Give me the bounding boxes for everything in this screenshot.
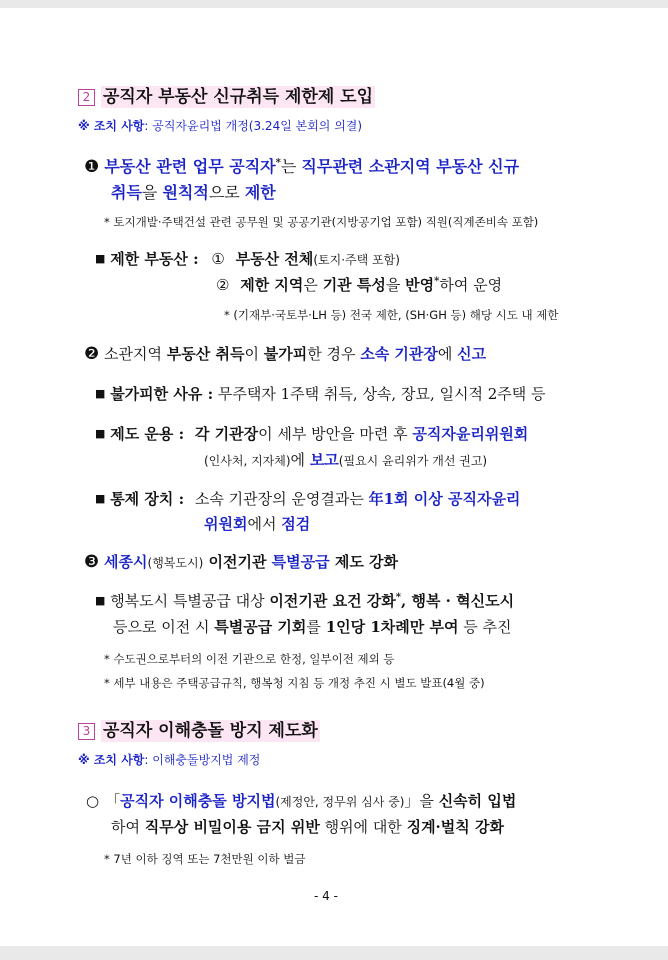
item-1-line-1: ❶ 부동산 관련 업무 공직자*는 직무관련 소관지역 부동산 신규: [84, 157, 520, 177]
footnote-2: * (기재부·국토부·LH 등) 전국 제한, (SH·GH 등) 해당 시도 내 제한: [224, 308, 559, 322]
unavoidable-reason-line: ■ 불가피한 사유 : 무주택자 1주택 취득, 상속, 장묘, 일시적 2주택 등: [95, 385, 546, 403]
control-line-1: ■ 통제 장치 : 소속 기관장의 운영결과는 年1회 이상 공직자윤리: [95, 490, 521, 508]
page-number: - 4 -: [314, 889, 338, 903]
item-1-line-2: 취득을 원칙적으로 제한: [111, 183, 276, 202]
item-2-line: ❷ 소관지역 부동산 취득이 불가피한 경우 소속 기관장에 신고: [84, 344, 487, 364]
section-3-title: 공직자 이해충돌 방지 제도화: [103, 721, 318, 741]
page-bottom-margin: [0, 946, 668, 960]
section-2-title: 공직자 부동산 신규취득 제한제 도입: [103, 87, 374, 107]
item-1-bullet: ❶: [84, 157, 100, 177]
restricted-property-line-2: ② 제한 지역은 기관 특성을 반영*하여 운영: [216, 276, 503, 294]
control-line-2: 위원회에서 점검: [204, 515, 311, 533]
section-2-number: 2: [78, 89, 95, 106]
footnote-1: * 토지개발·주택건설 관련 공무원 및 공공기관(지방공기업 포함) 직원(직계존비속 포함): [104, 215, 539, 229]
section-3-action-note: ※ 조치 사항: 이해충돌방지법 제정: [78, 753, 261, 767]
section-3-number: 3: [78, 723, 95, 740]
circle-bullet: ○: [86, 792, 100, 810]
section-2-action-note: ※ 조치 사항: 공직자윤리법 개정(3.24일 본회의 의결): [78, 119, 363, 133]
square-bullet-icon: ■: [95, 252, 106, 265]
operation-line-1: ■ 제도 운용 : 각 기관장이 세부 방안을 마련 후 공직자윤리위원회: [95, 425, 529, 443]
operation-line-2: (인사처, 지자체)에 보고(필요시 윤리위가 개선 권고): [204, 451, 488, 469]
section-3-item-line-1: ○ 「공직자 이해충돌 방지법(제정안, 정무위 심사 중)」을 신속히 입법: [86, 792, 517, 810]
item-3-bullet: ❸: [84, 552, 100, 572]
footnote-3: * 수도권으로부터의 이전 기관으로 한정, 일부이전 제외 등: [104, 652, 395, 666]
footnote-5: * 7년 이하 징역 또는 7천만원 이하 벌금: [104, 852, 306, 866]
item-3-line: ❸ 세종시(행복도시) 이전기관 특별공급 제도 강화: [84, 552, 399, 572]
item-2-bullet: ❷: [84, 344, 100, 364]
page-top-margin: [0, 0, 668, 8]
footnote-4: * 세부 내용은 주택공급규칙, 행복청 지침 등 개정 추진 시 별도 발표(4월 중): [104, 676, 485, 690]
sejong-line-1: ■ 행복도시 특별공급 대상 이전기관 요건 강화*, 행복 · 혁신도시: [95, 592, 515, 610]
section-3-item-line-2: 하여 직무상 비밀이용 금지 위반 행위에 대한 징계·벌칙 강화: [111, 818, 504, 836]
section-2-heading: [78, 82, 375, 107]
sejong-line-2: 등으로 이전 시 특별공급 기회를 1인당 1차례만 부여 등 추진: [113, 618, 512, 636]
restricted-property-line-1: ■ 제한 부동산 : ① 부동산 전체(토지·주택 포함): [95, 250, 400, 268]
section-3-heading: [78, 716, 320, 741]
